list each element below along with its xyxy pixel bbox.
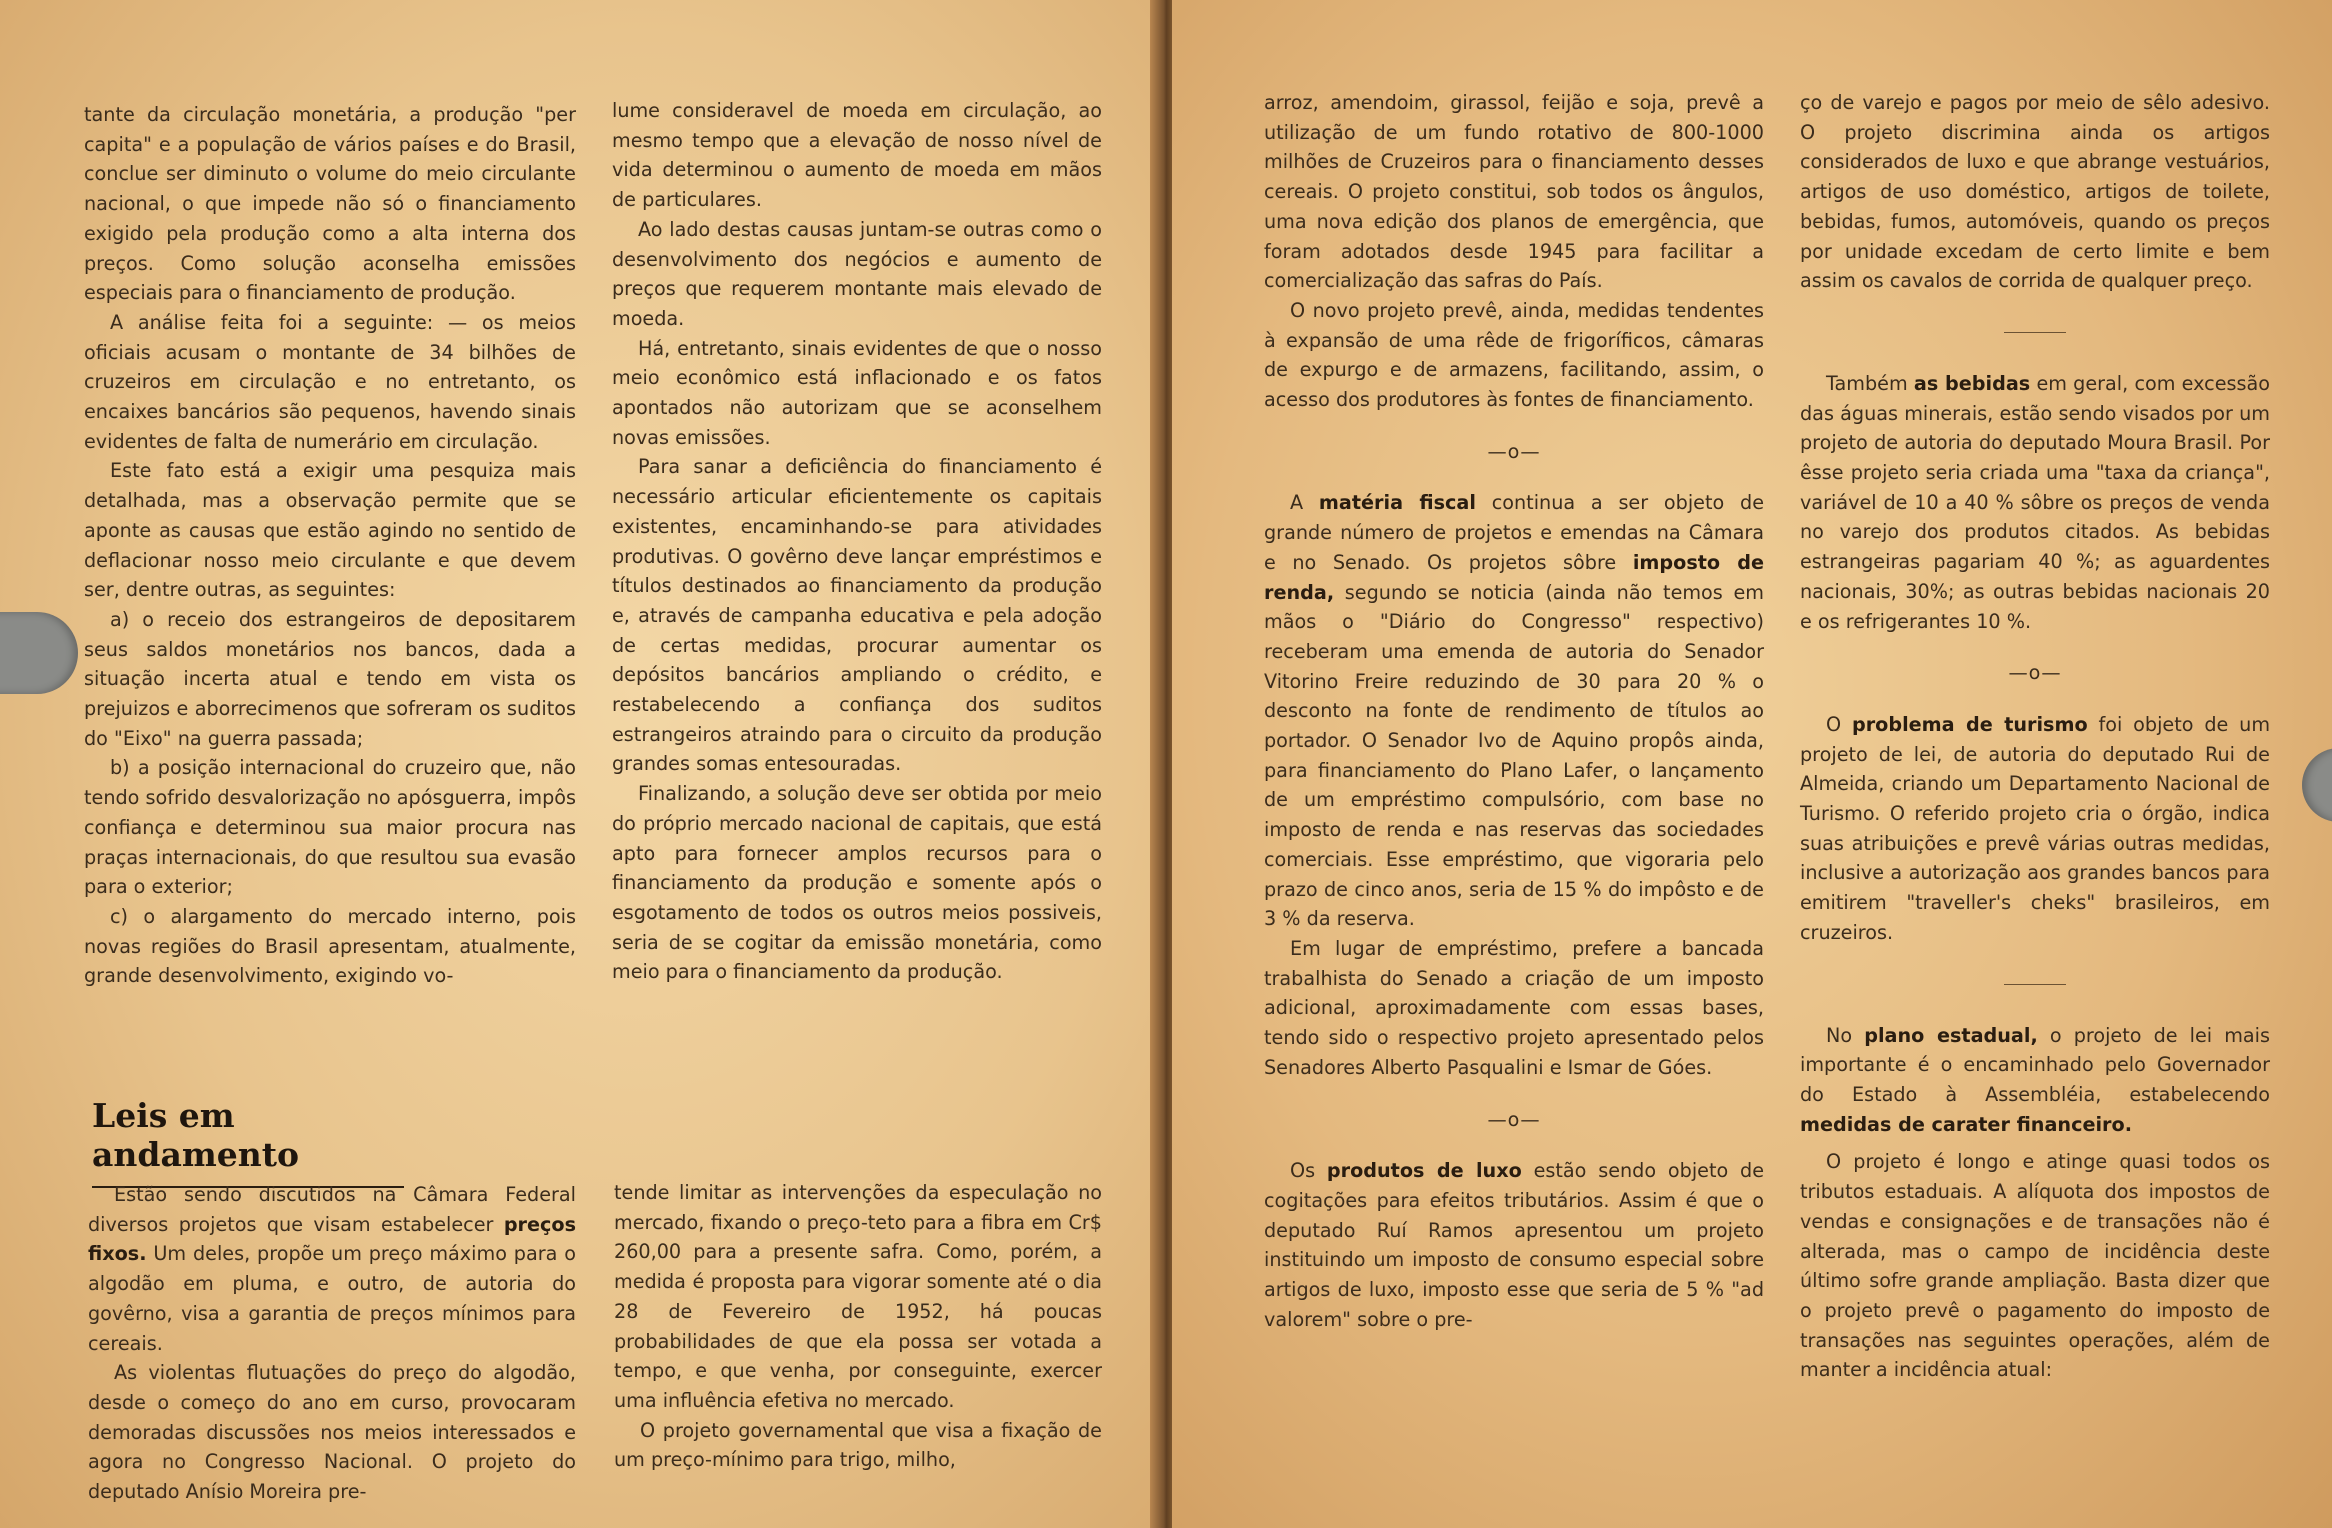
divider-rule: [2004, 984, 2066, 985]
separator: —o—: [2008, 661, 2062, 685]
paragraph: O problema de turismo foi objeto de um projeto de lei, de autoria do deputado Rui de Almeida, criando um Departamento Nacional de Turismo. O referido projeto cria o órgão, indica suas atribuições e prevê várias outras medidas, inclusive a autorização aos grandes bancos para emitirem "traveller's cheks" brasileiros, em cruzeiros.: [1800, 712, 2271, 944]
left-column-1-top: [84, 100, 576, 991]
paragraph: Finalizando, a solução deve ser obtida por meio do próprio mercado nacional de capitais, que está apto para fornecer amplos recursos para o financiamento da produção e somente após o esgotamento de todos os outros meios possiveis, seria de se cogitar da emissão monetária, como meio para o financiamento da produção.: [612, 782, 1102, 984]
paragraph: Este fato está a exigir uma pesquiza mais detalhada, mas a observação permite que se aponte as causas que estão agindo no sentido de deflacionar nosso meio circulante e que devem ser, dentre outras, as seguintes:: [84, 459, 576, 602]
section-heading: Leis em andamento: [92, 1096, 404, 1188]
paragraph: O projeto é longo e atinge quasi todos os tributos estaduais. A alíquota dos impostos de vendas e consignações e de transações não é alterada, mas o campo de incidência deste último sofre grande ampliação. Basta dizer que o projeto prevê o pagamento do imposto de transações nas seguintes operações, além de manter a incidência atual:: [1800, 1150, 2270, 1382]
left-page: [0, 0, 1158, 1528]
paragraph: O novo projeto prevê, ainda, medidas tendentes à expansão de uma rêde de frigoríficos, câmaras de expurgo e de armazens, facilitando, assim, o acesso dos produtores às fontes de financiamento.: [1264, 298, 1764, 412]
paragraph: Em lugar de empréstimo, prefere a bancada trabalhista do Senado a criação de um imposto adicional, aproximadamente com essas bases, tendo sido o respectivo projeto apresentado pelos Senadores Alberto Pasqualini e Ismar de Góes.: [1264, 936, 1764, 1079]
paragraph: c) o alargamento do mercado interno, pois novas regiões do Brasil apresentam, atualmente, grande desenvolvimento, exigindo vo-: [84, 904, 576, 988]
paragraph: b) a posição internacional do cruzeiro que, não tendo sofrido desvalorização no apósguerra, impôs confiança e determinou sua maior procura nas praças internacionais, do que resultou sua evasão para o exterior;: [84, 756, 576, 899]
binder-tab-right: [2302, 748, 2332, 822]
separator: —o—: [1487, 1107, 1541, 1131]
paragraph: Também as bebidas em geral, com excessão das águas minerais, estão sendo visados por um projeto de autoria do deputado Moura Brasil. Por êsse projeto seria criada uma "taxa da criança", variável de 10 a 40 % sôbre os preços de venda no varejo dos produtos citados. As bebidas estrangeiras pagariam 40 %; as aguardentes nacionais, 30%; as outras bebidas nacionais 20 e os refrigerantes 10 %.: [1800, 371, 2270, 633]
right-column-1: [1264, 88, 1764, 1334]
paragraph: A análise feita foi a seguinte: — os meios oficiais acusam o montante de 34 bilhões de cruzeiros em circulação e no entretanto, os encaixes bancários são pequenos, havendo sinais evidentes de falta de numerário em circulação.: [84, 310, 576, 453]
separator: —o—: [1487, 439, 1541, 463]
paragraph: O projeto governamental que visa a fixação de um preço-mínimo para trigo, milho,: [614, 1418, 1102, 1472]
left-column-2-top: [612, 96, 1102, 987]
paragraph: lume consideravel de moeda em circulação, ao mesmo tempo que a elevação de nosso nível de vida determinou o aumento de moeda em mãos de particulares.: [612, 99, 1102, 212]
binder-tab-left: [0, 612, 78, 694]
paragraph: A matéria fiscal continua a ser objeto de grande número de projetos e emendas na Câmara e no Senado. Os projetos sôbre imposto de renda, segundo se noticia (ainda não temos em mãos o "Diário do Congresso" respectivo) receberam uma emenda de autoria do Senador Vitorino Freire reduzindo de 30 para 20 % o desconto na fonte de rendimento de títulos ao portador. O Senador Ivo de Aquino propôs ainda, para financiamento do Plano Lafer, o lançamento de um empréstimo compulsório, com base no imposto de renda e nas reservas das sociedades comerciais. Esse empréstimo, que vigoraria pelo prazo de cinco anos, seria de 15 % do impôsto e de 3 % da reserva.: [1264, 491, 1764, 931]
left-column-1-bottom: [88, 1180, 576, 1507]
left-column-2-bottom: [614, 1178, 1102, 1475]
paragraph: As violentas flutuações do preço do algodão, desde o começo do ano em curso, provocaram demoradas discussões nos meios interessados e agora no Congresso Nacional. O projeto do deputado Anísio Moreira pre-: [88, 1361, 576, 1504]
paragraph: ço de varejo e pagos por meio de sêlo adesivo. O projeto discrimina ainda os artigos considerados de luxo e que abrange vestuários, artigos de uso doméstico, artigos de toilete, bebidas, fumos, automóveis, quando os preços por unidade excedam de certo limite e bem assim os cavalos de corrida de qualquer preço.: [1800, 91, 2270, 293]
paragraph: tende limitar as intervenções da especulação no mercado, fixando o preço-teto para a fibra em Cr$ 260,00 para a presente safra. Como, porém, a medida é proposta para vigorar somente até o dia 28 de Fevereiro de 1952, há poucas probabilidades de que ela possa ser votada a tempo, e que venha, por conseguinte, exercer uma influência efetiva no mercado.: [614, 1181, 1102, 1412]
paragraph: tante da circulação monetária, a produção "per capita" e a população de vários países e do Brasil, conclue ser diminuto o volume do meio circulante nacional, o que impede não só o financiamento exigido pela produção como a alta interna dos preços. Como solução aconselha emissões especiais para o financiamento de produção.: [84, 103, 576, 305]
paragraph: No plano estadual, o projeto de lei mais importante é o encaminhado pelo Governador do Estado à Assembléia, estabelecendo medidas de carater financeiro.: [1800, 1023, 2270, 1136]
paragraph: arroz, amendoim, girassol, feijão e soja, prevê a utilização de um fundo rotativo de 800-1000 milhões de Cruzeiros para o financiamento desses cereais. O projeto constitui, sob todos os ângulos, uma nova edição dos planos de emergência, que foram adotados desde 1945 para facilitar a comercialização das safras do País.: [1264, 91, 1764, 293]
paragraph: Há, entretanto, sinais evidentes de que o nosso meio econômico está inflacionado e os fatos apontados não autorizam que se aconselhem novas emissões.: [612, 336, 1102, 449]
paragraph: Os produtos de luxo estão sendo objeto de cogitações para efeitos tributários. Assim é que o deputado Ruí Ramos apresentou um projeto instituindo um imposto de consumo especial sobre artigos de luxo, imposto esse que seria de 5 % "ad valorem" sobre o pre-: [1264, 1159, 1765, 1331]
paragraph: a) o receio dos estrangeiros de depositarem seus saldos monetários nos bancos, dada a situação incerta atual e tendo em vista os prejuizos e aborrecimenos que sofreram os suditos do "Eixo" na guerra passada;: [84, 607, 576, 750]
right-column-2: [1800, 88, 2270, 1385]
paragraph: Estão sendo discutidos na Câmara Federal diversos projetos que visam estabelecer preços fixos. Um deles, propõe um preço máximo para o algodão em pluma, e outro, de autoria do govêrno, visa a garantia de preços mínimos para cereais.: [88, 1183, 576, 1355]
divider-rule: [2004, 332, 2066, 333]
paragraph: Para sanar a deficiência do financiamento é necessário articular eficientemente os capitais existentes, encaminhando-se para atividades produtivas. O govêrno deve lançar empréstimos e títulos destinados ao financiamento da produção e, através de campanha educativa e pela adoção de certas medidas, procurar aumentar os depósitos bancários ampliando o crédito, e restabelecendo a confiança dos suditos estrangeiros atraindo para o circuito da produção grandes somas entesouradas.: [612, 455, 1102, 776]
right-page: [1172, 0, 2332, 1528]
paragraph: Ao lado destas causas juntam-se outras como o desenvolvimento dos negócios e aumento de preços que requerem montante mais elevado de moeda.: [612, 217, 1102, 330]
